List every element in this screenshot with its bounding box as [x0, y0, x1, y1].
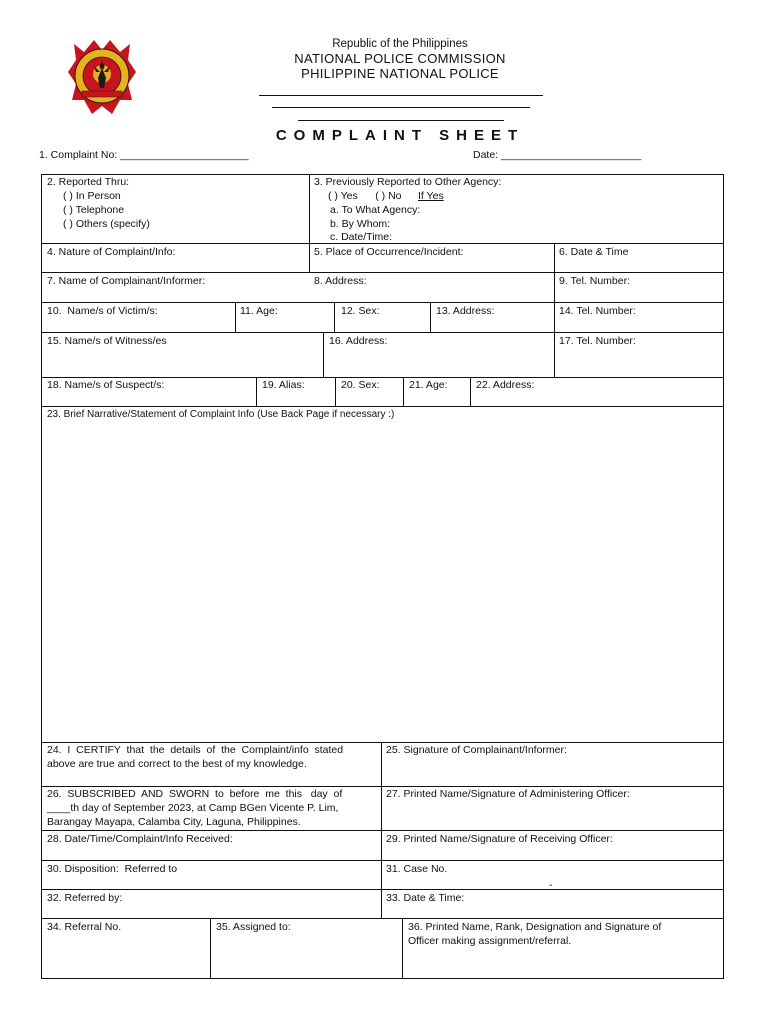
certify-text-line1: 24. I CERTIFY that the details of the Complaint/info stated: [47, 744, 344, 756]
row-divider: [41, 860, 724, 861]
victim-tel-field[interactable]: 14. Tel. Number:: [559, 305, 636, 317]
col-divider: [309, 174, 310, 272]
narrative-field[interactable]: 23. Brief Narrative/Statement of Complaint Info (Use Back Page if necessary :): [47, 409, 395, 420]
col-divider: [256, 377, 257, 406]
row-divider: [41, 889, 724, 890]
col-divider: [554, 302, 555, 377]
row-divider: [41, 302, 724, 303]
assigned-to-field[interactable]: 35. Assigned to:: [216, 921, 291, 933]
row-divider: [41, 918, 724, 919]
yes-no-options[interactable]: ( ) Yes ( ) No: [328, 190, 402, 202]
incident-datetime-field[interactable]: 6. Date & Time: [559, 246, 629, 258]
victim-name-field[interactable]: 10. Name/s of Victim/s:: [47, 305, 158, 317]
in-person-option[interactable]: ( ) In Person: [63, 190, 121, 202]
col-divider: [403, 377, 404, 406]
reported-thru-label: 2. Reported Thru:: [47, 176, 130, 188]
sworn-text-line1: 26. SUBSCRIBED AND SWORN to before me this day of: [47, 788, 343, 800]
disposition-field[interactable]: 30. Disposition: Referred to: [47, 863, 178, 875]
referral-no-field[interactable]: 34. Referral No.: [47, 921, 122, 933]
complainant-tel-field[interactable]: 9. Tel. Number:: [559, 275, 631, 287]
certify-text-line2: above are true and correct to the best of my knowledge.: [47, 758, 307, 770]
complaint-no-field[interactable]: 1. Complaint No: ______________________: [39, 149, 249, 161]
received-datetime-field[interactable]: 28. Date/Time/Complaint/Info Received:: [47, 833, 233, 845]
witness-tel-field[interactable]: 17. Tel. Number:: [559, 335, 636, 347]
sworn-text-line2: ____th day of September 2023, at Camp BGen Vicente P. Lim,: [47, 802, 339, 814]
republic-text: Republic of the Philippines: [332, 38, 468, 50]
what-agency-field[interactable]: a. To What Agency:: [330, 204, 421, 216]
victim-age-field[interactable]: 11. Age:: [240, 305, 278, 317]
col-divider: [210, 918, 211, 979]
telephone-option[interactable]: ( ) Telephone: [63, 204, 125, 216]
administering-officer-field[interactable]: 27. Printed Name/Signature of Administering Officer:: [386, 788, 630, 800]
stray-dash: -: [549, 879, 553, 891]
suspect-alias-field[interactable]: 19. Alias:: [262, 379, 305, 391]
row-divider: [41, 332, 724, 333]
commission-text: NATIONAL POLICE COMMISSION: [294, 51, 506, 66]
if-yes-label: If Yes: [418, 190, 444, 202]
officer-assignment-label-line2: Officer making assignment/referral.: [408, 935, 572, 947]
receiving-officer-field[interactable]: 29. Printed Name/Signature of Receiving Officer:: [386, 833, 613, 845]
place-field[interactable]: 5. Place of Occurrence/Incident:: [314, 246, 464, 258]
col-divider: [381, 742, 382, 918]
referred-by-field[interactable]: 32. Referred by:: [47, 892, 123, 904]
row-divider: [41, 406, 724, 407]
col-divider: [335, 377, 336, 406]
nature-field[interactable]: 4. Nature of Complaint/Info:: [47, 246, 176, 258]
others-option[interactable]: ( ) Others (specify): [63, 218, 150, 230]
date-time-field[interactable]: c. Date/Time:: [330, 231, 393, 243]
pnp-text: PHILIPPINE NATIONAL POLICE: [301, 66, 499, 81]
case-no-field[interactable]: 31. Case No.: [386, 863, 448, 875]
complainant-signature-field[interactable]: 25. Signature of Complainant/Informer:: [386, 744, 567, 756]
complainant-address-field[interactable]: 8. Address:: [314, 275, 367, 287]
by-whom-field[interactable]: b. By Whom:: [330, 218, 391, 230]
officer-assignment-label-line1: 36. Printed Name, Rank, Designation and Signature of: [408, 921, 662, 933]
suspect-sex-field[interactable]: 20. Sex:: [341, 379, 380, 391]
row-divider: [41, 830, 724, 831]
previously-reported-label: 3. Previously Reported to Other Agency:: [314, 176, 502, 188]
form-table: [41, 174, 724, 979]
col-divider: [323, 332, 324, 377]
col-divider: [235, 302, 236, 332]
form-title: COMPLAINT SHEET: [275, 127, 525, 144]
col-divider: [430, 302, 431, 332]
witness-name-field[interactable]: 15. Name/s of Witness/es: [47, 335, 167, 347]
victim-sex-field[interactable]: 12. Sex:: [341, 305, 380, 317]
victim-address-field[interactable]: 13. Address:: [436, 305, 495, 317]
date-field[interactable]: Date: ________________________: [473, 149, 642, 161]
suspect-age-field[interactable]: 21. Age:: [409, 379, 448, 391]
header-line-1: [259, 95, 543, 96]
sworn-text-line3: Barangay Mayapa, Calamba City, Laguna, Philippines.: [47, 816, 301, 828]
suspect-address-field[interactable]: 22. Address:: [476, 379, 535, 391]
col-divider: [402, 918, 403, 979]
witness-address-field[interactable]: 16. Address:: [329, 335, 388, 347]
col-divider: [554, 243, 555, 302]
complainant-name-field[interactable]: 7. Name of Complainant/Informer:: [47, 275, 206, 287]
col-divider: [470, 377, 471, 406]
col-divider: [334, 302, 335, 332]
suspect-name-field[interactable]: 18. Name/s of Suspect/s:: [47, 379, 165, 391]
header-line-3: [298, 120, 504, 121]
header-line-2: [272, 107, 530, 108]
row-divider: [41, 272, 724, 273]
referral-datetime-field[interactable]: 33. Date & Time:: [386, 892, 465, 904]
